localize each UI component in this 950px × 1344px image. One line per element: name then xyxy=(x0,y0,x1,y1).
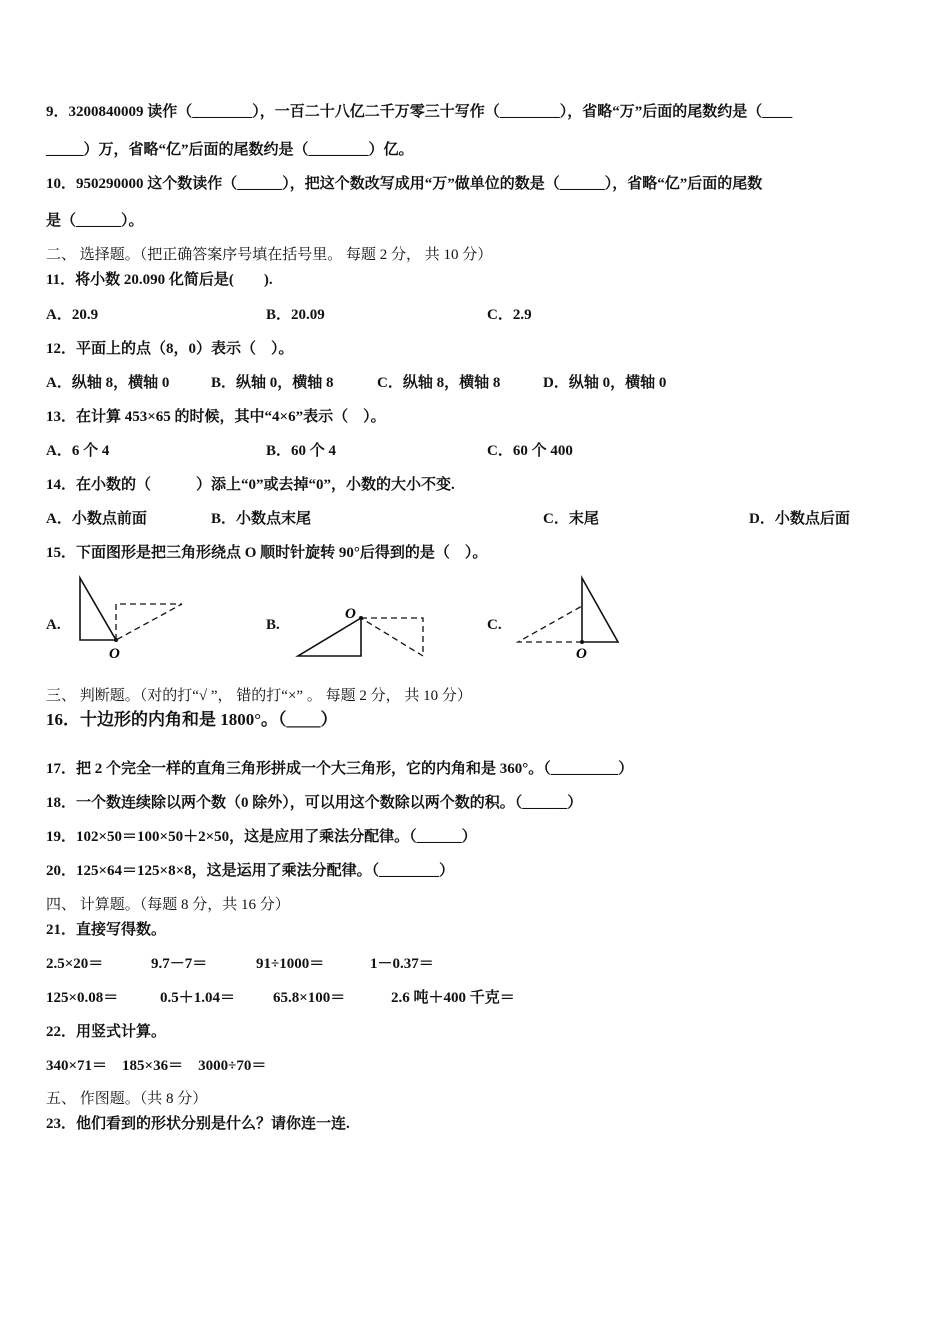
q21-item: 9.7－7＝ xyxy=(151,956,208,972)
q13-stem: 13．在计算 453×65 的时候，其中“4×6”表示（ ）。 xyxy=(46,409,386,425)
rotation-point xyxy=(580,640,584,644)
section-3-heading: 三、 判断题。（对的打“√ ”， 错的打“×” 。 每题 2 分， 共 10 分） xyxy=(46,688,472,704)
q12-stem: 12．平面上的点（8，0）表示（ ）。 xyxy=(46,341,294,357)
rotated-triangle-dashed xyxy=(518,606,582,642)
q14-stem: 14．在小数的（ ）添上“0”或去掉“0”，小数的大小不变. xyxy=(46,477,455,493)
question-16: 16．十边形的内角和是 1800°。（____） xyxy=(46,710,338,729)
q21-stem: 21．直接写得数。 xyxy=(46,922,167,938)
q11-option-a: A．20.9 xyxy=(46,307,99,323)
q15-stem: 15．下面图形是把三角形绕点 O 顺时针旋转 90°后得到的是（ ）。 xyxy=(46,545,488,561)
q13-option-b: B．60 个 4 xyxy=(266,443,337,459)
q21-item: 2.5×20＝ xyxy=(46,956,104,972)
q15-option-a: A. xyxy=(46,617,61,633)
q15-option-c: C. xyxy=(487,617,502,633)
triangle-shape xyxy=(298,618,361,656)
q12-option-b: B．纵轴 0，横轴 8 xyxy=(211,375,334,391)
q15-figure-c xyxy=(510,570,630,665)
q12-option-d: D．纵轴 0，横轴 0 xyxy=(543,375,667,391)
q9-line2: _____）万，省略“亿”后面的尾数约是（________）亿。 xyxy=(46,142,414,158)
q22-stem: 22．用竖式计算。 xyxy=(46,1024,167,1040)
question-19: 19．102×50＝100×50＋2×50，这是应用了乘法分配律。（______） xyxy=(46,829,477,845)
q21-item: 65.8×100＝ xyxy=(273,990,346,1006)
section-4-heading: 四、 计算题。（每题 8 分，共 16 分） xyxy=(46,897,290,913)
q14-option-b: B．小数点末尾 xyxy=(211,511,312,527)
q15-figure-a xyxy=(70,570,190,665)
q9-line1: 9．3200840009 读作（________），一百二十八亿二千万零三十写作（________），省略“万”后面的尾数约是（____ xyxy=(46,104,793,120)
section-2-heading: 二、 选择题。（把正确答案序号填在括号里。 每题 2 分， 共 10 分） xyxy=(46,247,493,263)
question-20: 20．125×64＝125×8×8，这是运用了乘法分配律。（________） xyxy=(46,863,455,879)
rotation-point xyxy=(114,638,118,642)
point-o-label: O xyxy=(576,646,587,662)
q21-item: 0.5＋1.04＝ xyxy=(160,990,236,1006)
rotation-point xyxy=(359,616,363,620)
q14-option-a: A．小数点前面 xyxy=(46,511,147,527)
point-o-label: O xyxy=(109,646,120,662)
rotated-triangle-dashed xyxy=(361,618,423,656)
q11-option-c: C．2.9 xyxy=(487,307,532,323)
q21-item: 2.6 吨＋400 千克＝ xyxy=(391,990,515,1006)
q21-item: 1－0.37＝ xyxy=(370,956,434,972)
q14-option-d: D．小数点后面 xyxy=(749,511,850,527)
q10-line1: 10．950290000 这个数读作（______），把这个数改写成用“万”做单位的数是（______），省略“亿”后面的尾数 xyxy=(46,176,763,192)
q13-option-a: A．6 个 4 xyxy=(46,443,110,459)
triangle-shape xyxy=(80,578,116,640)
q21-item: 91÷1000＝ xyxy=(256,956,325,972)
q12-option-a: A．纵轴 8，横轴 0 xyxy=(46,375,170,391)
question-17: 17．把 2 个完全一样的直角三角形拼成一个大三角形，它的内角和是 360°。（_________） xyxy=(46,761,634,777)
point-o-label: O xyxy=(345,606,356,622)
q21-item: 125×0.08＝ xyxy=(46,990,119,1006)
q10-line2: 是（______）。 xyxy=(46,213,144,229)
q11-stem: 11．将小数 20.090 化简后是( ). xyxy=(46,272,273,288)
q15-figure-b xyxy=(290,600,435,665)
section-5-heading: 五、 作图题。（共 8 分） xyxy=(46,1091,208,1107)
question-23: 23．他们看到的形状分别是什么？请你连一连. xyxy=(46,1116,350,1132)
q11-option-b: B．20.09 xyxy=(266,307,325,323)
q22-items: 340×71＝ 185×36＝ 3000÷70＝ xyxy=(46,1058,267,1074)
rotated-triangle-dashed xyxy=(116,604,182,640)
q13-option-c: C．60 个 400 xyxy=(487,443,573,459)
question-18: 18．一个数连续除以两个数（0 除外），可以用这个数除以两个数的积。（______） xyxy=(46,795,583,811)
q15-option-b: B. xyxy=(266,617,280,633)
triangle-shape xyxy=(582,578,618,642)
q12-option-c: C．纵轴 8，横轴 8 xyxy=(377,375,501,391)
q14-option-c: C．末尾 xyxy=(543,511,599,527)
